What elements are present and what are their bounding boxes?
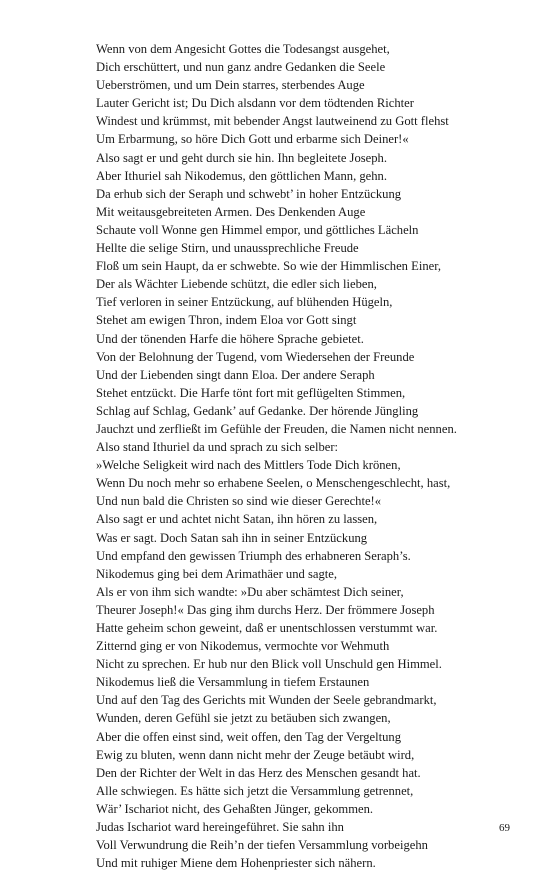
verse-line: Alle schwiegen. Es hätte sich jetzt die Versammlung getrennet, bbox=[96, 783, 414, 798]
page-number: 69 bbox=[499, 822, 510, 834]
verse-line: Wenn von dem Angesicht Gottes die Todesangst ausgehet, bbox=[96, 42, 390, 56]
verse-line: Und nun bald die Christen so sind wie dieser Gerechte!« bbox=[96, 494, 382, 509]
verse-line: Als er von ihm sich wandte: »Du aber schämtest Dich seiner, bbox=[96, 584, 404, 599]
verse-line: Ueberströmen, und um Dein starres, sterbendes Auge bbox=[96, 78, 365, 93]
verse-line: Voll Verwundrung die Reih’n der tiefen Versammlung vorbeigehn bbox=[96, 838, 428, 853]
verse-line: Und empfand den gewissen Triumph des erhabneren Seraph’s. bbox=[96, 548, 411, 563]
verse-line: Schlag auf Schlag, Gedank’ auf Gedanke. Der hörende Jüngling bbox=[96, 403, 419, 418]
verse-line: Judas Ischariot ward hereingeführet. Sie sahn ihn bbox=[96, 820, 344, 835]
verse-line: Da erhub sich der Seraph und schwebt’ in hoher Entzückung bbox=[96, 186, 402, 201]
verse-line: Und mit ruhiger Miene dem Hohenpriester sich nähern. bbox=[96, 856, 376, 871]
verse-line: Und der tönenden Harfe die höhere Sprache gebietet. bbox=[96, 331, 364, 346]
verse-line: Also sagt er und achtet nicht Satan, ihn hören zu lassen, bbox=[96, 512, 378, 527]
verse-line: Mit weitausgebreiteten Armen. Des Denkenden Auge bbox=[96, 204, 366, 219]
verse-line: Aber Ithuriel sah Nikodemus, den göttlichen Mann, gehn. bbox=[96, 168, 387, 183]
verse-line: Lauter Gericht ist; Du Dich alsdann vor dem tödtenden Richter bbox=[96, 96, 414, 111]
verse-line: Hatte geheim schon geweint, daß er unentschlossen verstummt war. bbox=[96, 621, 438, 635]
verse-line: Stehet am ewigen Thron, indem Eloa vor Gott singt bbox=[96, 313, 357, 328]
verse-line: Und auf den Tag des Gerichts mit Wunden der Seele gebrandmarkt, bbox=[96, 693, 437, 708]
verse-line: Zitternd ging er von Nikodemus, vermochte vor Wehmuth bbox=[96, 639, 390, 654]
verse-line: Was er sagt. Doch Satan sah ihn in seiner Entzückung bbox=[96, 530, 368, 545]
verse-line: Windest und krümmst, mit bebender Angst lautweinend zu Gott flehst bbox=[96, 114, 449, 129]
verse-line: Wunden, deren Gefühl sie jetzt zu betäuben sich zwangen, bbox=[96, 711, 391, 726]
verse-line: »Welche Seligkeit wird nach des Mittlers Tode Dich krönen, bbox=[96, 458, 401, 473]
verse-line: Also stand Ithuriel da und sprach zu sich selber: bbox=[96, 440, 339, 455]
verse-line: Theurer Joseph!« Das ging ihm durchs Herz. Der frömmere Joseph bbox=[96, 602, 435, 617]
verse-line: Von der Belohnung der Tugend, vom Wiedersehen der Freunde bbox=[96, 349, 415, 364]
verse-line: Den der Richter der Welt in das Herz des Menschen gesandt hat. bbox=[96, 765, 421, 780]
verse-line: Aber die offen einst sind, weit offen, den Tag der Vergeltung bbox=[96, 729, 402, 744]
verse-line: Jauchzt und zerfließt im Gefühle der Freuden, die Namen nicht nennen. bbox=[96, 421, 457, 436]
verse-line: Wenn Du noch mehr so erhabene Seelen, o Menschengeschlecht, hast, bbox=[96, 476, 451, 491]
verse-line: Wär’ Ischariot nicht, des Gehaßten Jünger, gekommen. bbox=[96, 801, 374, 816]
verse-line: Und der Liebenden singt dann Eloa. Der andere Seraph bbox=[96, 367, 375, 382]
verse-line: Also sagt er und geht durch sie hin. Ihn begleitete Joseph. bbox=[96, 150, 387, 165]
verse-line: Dich erschüttert, und nun ganz andre Gedanken die Seele bbox=[96, 60, 386, 75]
verse-line: Der als Wächter Liebende schützt, die edler sich lieben, bbox=[96, 277, 377, 292]
verse-line: Um Erbarmung, so höre Dich Gott und erbarme sich Deiner!« bbox=[96, 132, 409, 147]
verse-line: Nicht zu sprechen. Er hub nur den Blick voll Unschuld gen Himmel. bbox=[96, 657, 442, 672]
verse-line: Nikodemus ließ die Versammlung in tiefem Erstaunen bbox=[96, 675, 370, 690]
verse-line: Tief verloren in seiner Entzückung, auf blühenden Hügeln, bbox=[96, 295, 393, 310]
verse-line: Floß um sein Haupt, da er schwebte. So wie der Himmlischen Einer, bbox=[96, 259, 442, 274]
poem-text-block bbox=[96, 40, 536, 872]
verse-line: Nikodemus ging bei dem Arimathäer und sagte, bbox=[96, 566, 337, 581]
verse-line: Stehet entzückt. Die Harfe tönt fort mit geflügelten Stimmen, bbox=[96, 385, 406, 400]
verse-line: Ewig zu bluten, wenn dann nicht mehr der Zeuge betäubt wird, bbox=[96, 747, 415, 762]
verse-line: Schaute voll Wonne gen Himmel empor, und göttliches Lächeln bbox=[96, 222, 419, 237]
verse-line: Hellte die selige Stirn, und unaussprechliche Freude bbox=[96, 241, 359, 256]
